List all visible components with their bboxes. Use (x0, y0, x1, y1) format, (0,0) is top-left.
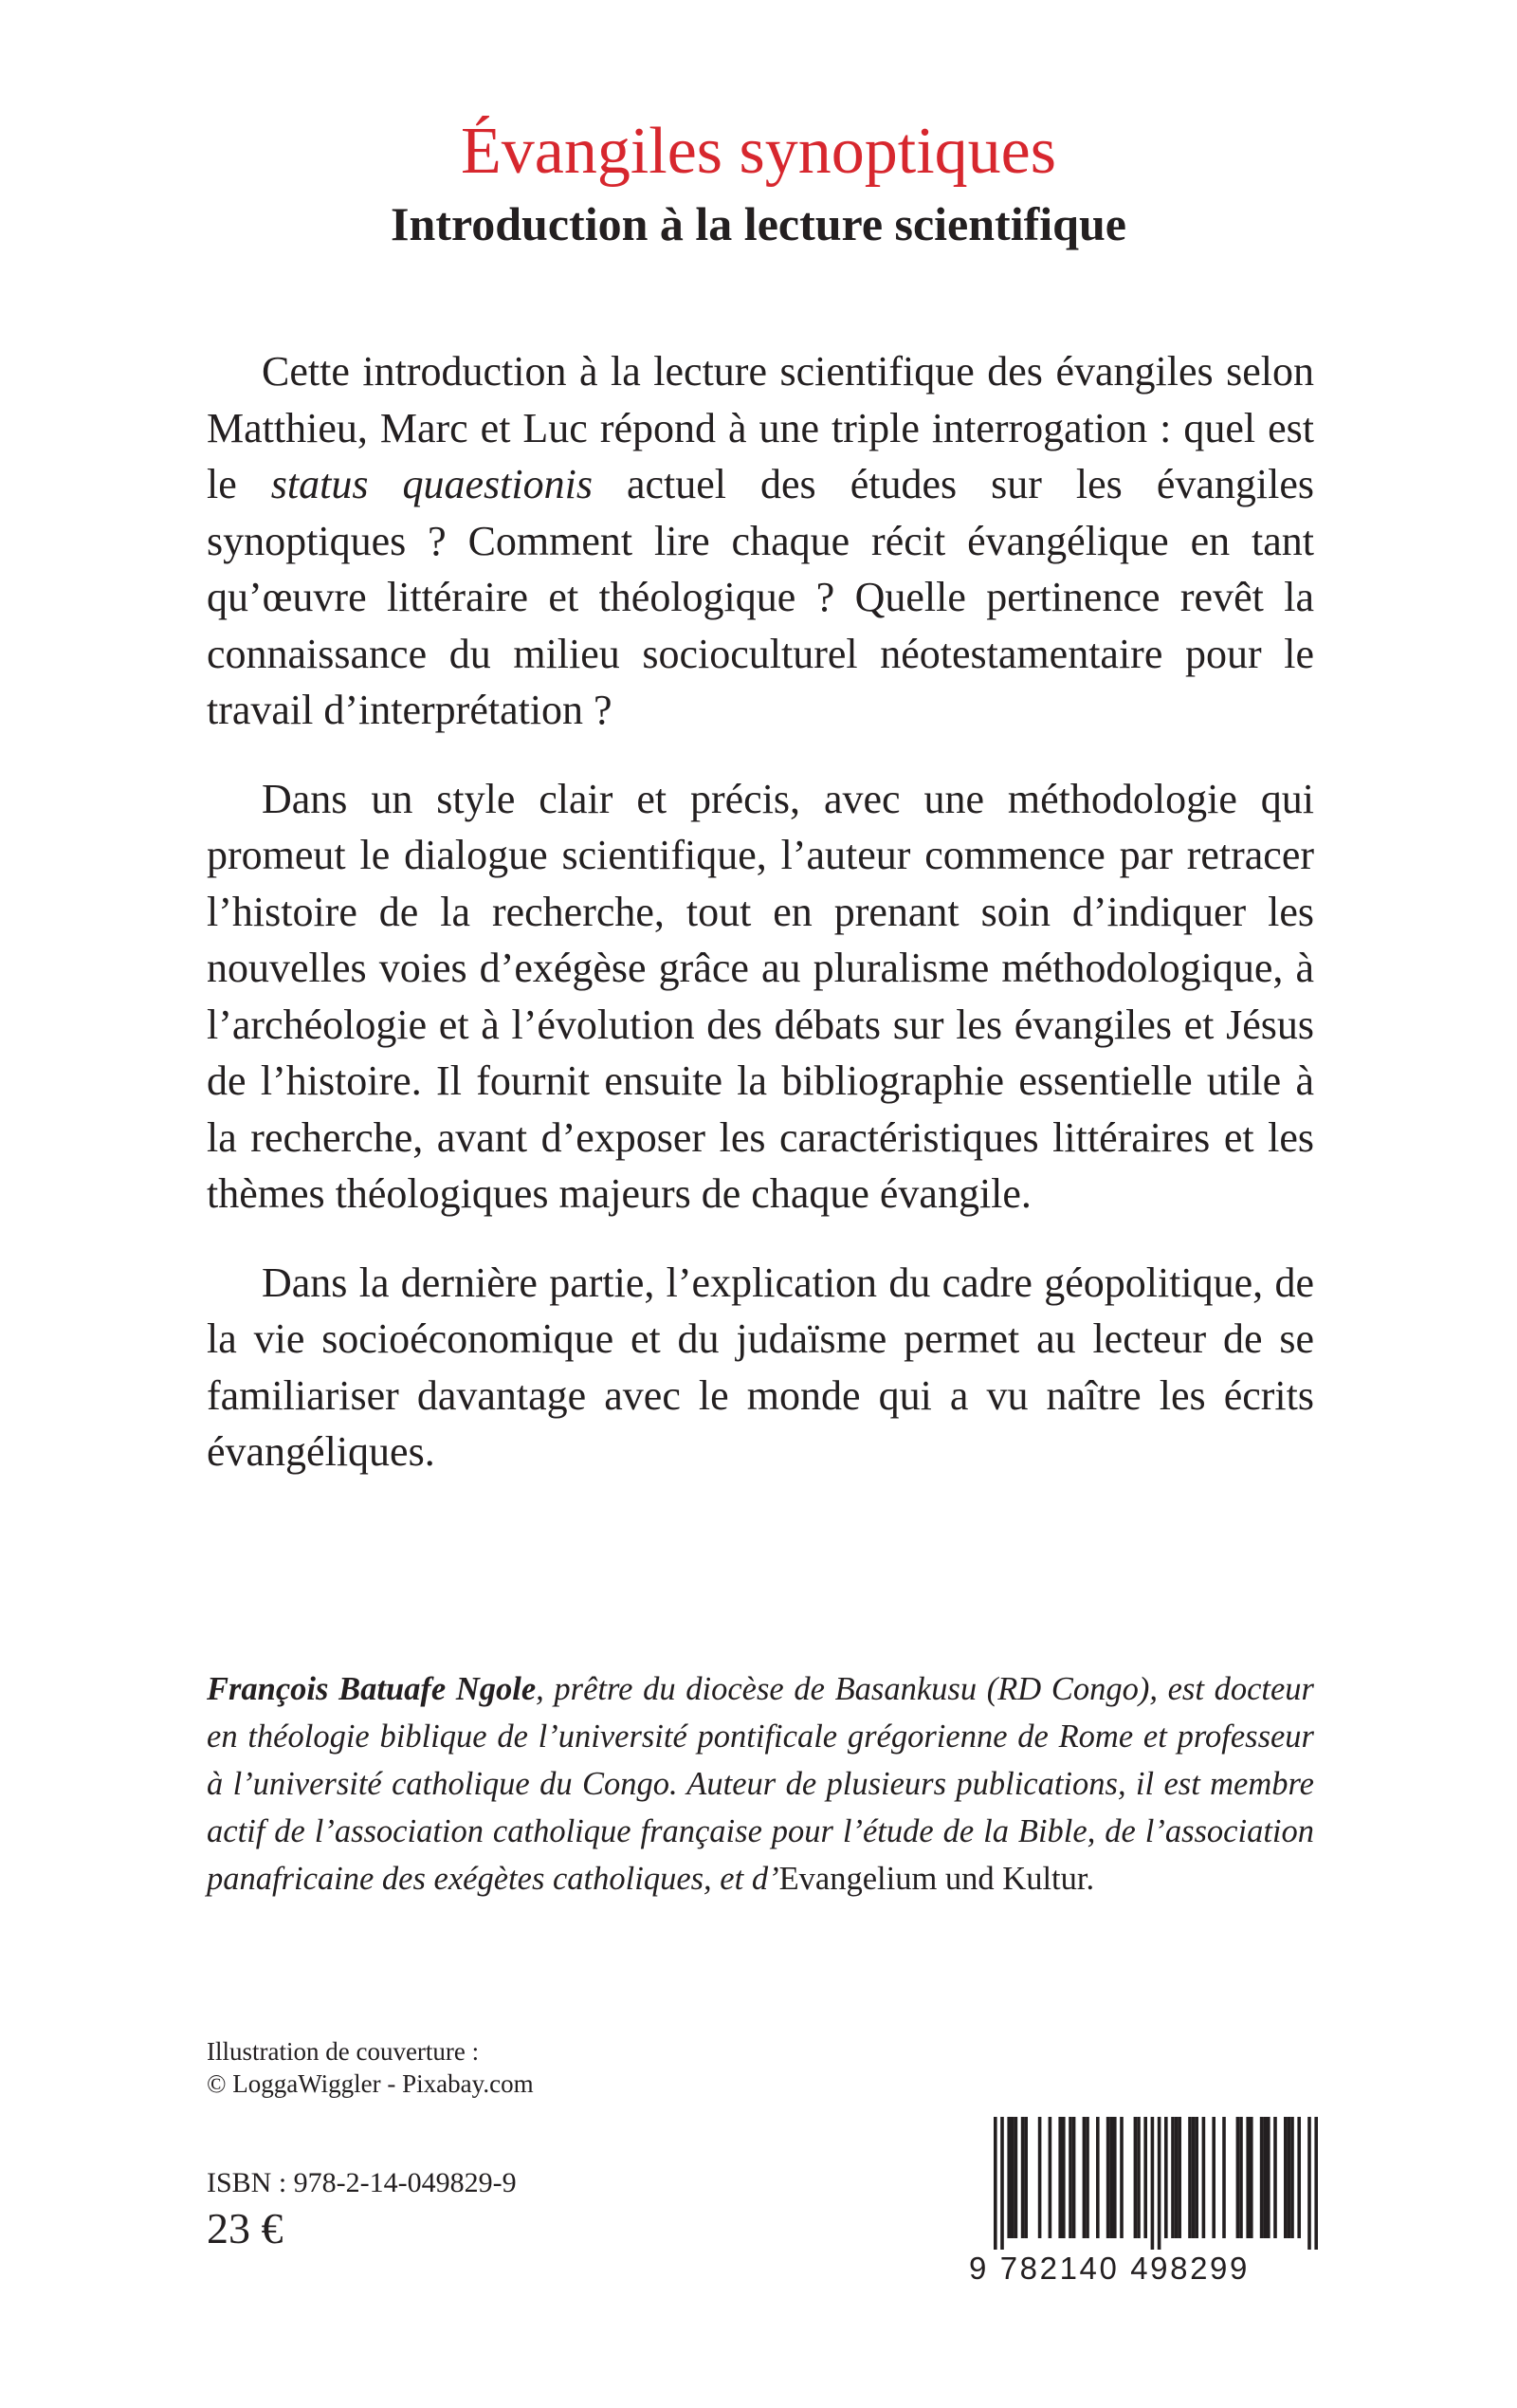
barcode-bar (1239, 2117, 1243, 2238)
barcode-bar (1263, 2117, 1267, 2238)
barcode-bar (1171, 2117, 1175, 2238)
barcode-bar (1212, 2117, 1215, 2238)
barcode-bar (1260, 2117, 1264, 2238)
blurb-p1-italic: status quaestionis (270, 461, 593, 507)
barcode-bar (1288, 2117, 1291, 2238)
barcode-bar (1086, 2117, 1089, 2238)
barcode-bars (969, 2117, 1322, 2250)
isbn: ISBN : 978-2-14-049829-9 (207, 2167, 517, 2198)
barcode-bar (1137, 2117, 1141, 2238)
author-bio-end: . (1086, 1861, 1095, 1897)
barcode-bar (1000, 2117, 1004, 2250)
barcode-bar (1058, 2117, 1062, 2238)
author-bio (207, 1665, 1314, 1903)
barcode-bar (1195, 2117, 1198, 2238)
barcode-bar (1151, 2117, 1155, 2250)
blurb-paragraph-2: Dans un style clair et précis, avec une méthodologie qui promeut le dialogue scientifique, l’auteur commence par retracer l’histoire de la recherche, tout en prenant soin d’indiquer les nouvelles voies d’exégèse grâce au pluralisme méthodologique, à l’archéologie et à l’évolution des débats sur les évangiles et Jésus de l’histoire. Il fournit ensuite la bibliographie essentielle utile à la recherche, avant d’exposer les caractéristiques littéraires et les thèmes théologiques majeurs de chaque évangile. (207, 775, 1314, 1217)
barcode-bar (1307, 2117, 1311, 2250)
barcode-bar (1175, 2117, 1179, 2238)
barcode-bar (1120, 2117, 1124, 2238)
barcode-bar (1062, 2117, 1066, 2238)
barcode-bar (1072, 2117, 1076, 2238)
book-title: Évangiles synoptiques (461, 115, 1056, 188)
book-subtitle: Introduction à la lecture scientifique (391, 197, 1126, 250)
barcode-bar (1014, 2117, 1018, 2238)
barcode-bar (1106, 2117, 1110, 2238)
barcode-bar (1069, 2117, 1072, 2238)
barcode-bar (1113, 2117, 1117, 2238)
barcode-bar (1164, 2117, 1168, 2238)
barcode-bar (1178, 2117, 1181, 2238)
barcode-bar (1109, 2117, 1113, 2238)
barcode-bar (1083, 2117, 1087, 2238)
price: 23 € (207, 2204, 283, 2252)
barcode-bar (1011, 2117, 1014, 2238)
blurb-p1-text-a: Cette introduction à la lecture scientifique des évangiles selon Matthieu, Marc et Luc répond à une triple interrogation : quel est le (207, 348, 1314, 507)
barcode-bar (994, 2117, 997, 2250)
barcode-bar (1297, 2117, 1301, 2238)
barcode (969, 2117, 1322, 2286)
credit-line-2: © LoggaWiggler - Pixabay.com (207, 2069, 534, 2098)
credit-line-1: Illustration de couverture : (207, 2037, 480, 2066)
illustration-credit (207, 2035, 776, 2100)
barcode-bar (1314, 2117, 1318, 2250)
author-name: François Batuafe Ngole (207, 1671, 537, 1707)
barcode-bar (1246, 2117, 1250, 2238)
blurb-paragraph-1 (207, 343, 1314, 739)
barcode-bar (1143, 2117, 1147, 2238)
barcode-bar (1158, 2117, 1161, 2250)
blurb (207, 343, 1314, 1513)
barcode-bar (1290, 2117, 1294, 2238)
barcode-bar (1284, 2117, 1288, 2238)
barcode-bar (1024, 2117, 1028, 2238)
barcode-bar (1222, 2117, 1226, 2238)
barcode-bar (1188, 2117, 1192, 2238)
barcode-bar (1202, 2117, 1206, 2238)
barcode-bar (1021, 2117, 1025, 2238)
barcode-bar (1250, 2117, 1253, 2238)
barcode-bar (1049, 2117, 1052, 2238)
barcode-bar (1267, 2117, 1270, 2238)
barcode-bar (1134, 2117, 1138, 2238)
barcode-bar (1273, 2117, 1277, 2238)
barcode-bar (1192, 2117, 1196, 2238)
barcode-bar (1007, 2117, 1011, 2238)
blurb-p1-text-b: actuel des études sur les évangiles synoptiques ? Comment lire chaque récit évangélique en tant qu’œuvre littéraire et théologique ? Quelle pertinence revêt la connaissance du milieu socioculturel néotestamentaire pour le travail d’interprétation ? (207, 461, 1314, 733)
barcode-bar (1096, 2117, 1100, 2238)
author-bio-journal: Evangelium und Kultur (778, 1861, 1087, 1897)
barcode-bar (1236, 2117, 1240, 2238)
barcode-bar (1038, 2117, 1042, 2238)
author-bio-text: , prêtre du diocèse de Basankusu (RD Congo), est docteur en théologie biblique de l’université pontificale grégorienne de Rome et professeur à l’université catholique du Congo. Auteur de plusieurs publications, il est membre actif de l’association catholique française pour l’étude de la Bible, de l’association panafricaine des exégètes catholiques, et d’ (207, 1671, 1314, 1897)
blurb-paragraph-3: Dans la dernière partie, l’explication du cadre géopolitique, de la vie socioéconomique et du judaïsme permet au lecteur de se familiariser davantage avec le monde qui a vu naître les écrits évangéliques. (207, 1259, 1314, 1475)
barcode-digits: 9 782140 498299 (969, 2251, 1250, 2286)
